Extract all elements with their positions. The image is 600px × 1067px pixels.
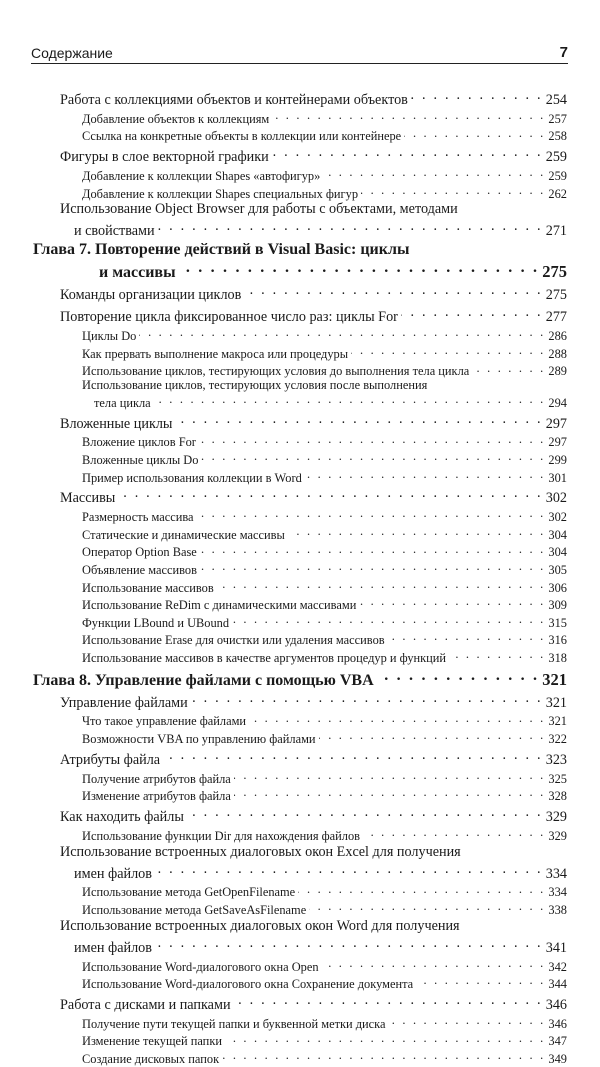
dot-leader: [118, 485, 542, 502]
toc-entry-page: 259: [548, 168, 567, 183]
toc-entry-title: Как прервать выполнение макроса или процедуры: [82, 346, 349, 361]
dot-leader: [377, 667, 540, 685]
toc-entry-page: 321: [548, 714, 567, 729]
toc-entry-row: [82, 525, 567, 543]
toc-entry-page: 297: [548, 435, 567, 450]
toc-section-entry: [33, 411, 567, 433]
dot-leader: [449, 648, 545, 662]
dot-leader: [305, 468, 546, 482]
dot-leader: [225, 1032, 545, 1046]
toc-entry-title: Функции LBound и UBound: [82, 615, 230, 630]
toc-entry-page: 277: [545, 309, 567, 326]
toc-entry-title: Повторение цикла фиксированное число раз: циклы For: [60, 309, 398, 326]
toc-subsection-entry: [33, 127, 567, 145]
toc-entry-row: [82, 450, 567, 468]
toc-entry-page: 347: [548, 1034, 567, 1049]
toc-entry-row: [82, 957, 567, 975]
toc-subsection-entry: [33, 507, 567, 525]
toc-subsection-entry: [33, 957, 567, 975]
toc-entry-page: 262: [548, 186, 567, 201]
toc-entry-page: 349: [548, 1052, 567, 1066]
toc-entry-page: 299: [548, 452, 567, 467]
toc-entry-row: [60, 304, 567, 326]
toc-entry-title: Использование циклов, тестирующих условия до выполнения тела цикла: [82, 364, 470, 379]
toc-entry-title-continued: и свойствами: [74, 223, 155, 240]
dot-leader: [472, 362, 545, 376]
toc-subsection-entry: [33, 543, 567, 561]
toc-entry-row: [60, 690, 567, 712]
toc-entry-title: Получение атрибутов файла: [82, 771, 231, 786]
toc-entry-title: Объявление массивов: [82, 562, 197, 577]
toc-entry-row: [82, 393, 567, 411]
toc-entry-page: 321: [545, 694, 567, 711]
toc-subsection-entry: [33, 595, 567, 613]
toc-entry-row: [60, 992, 567, 1014]
toc-entry-page: 321: [542, 669, 567, 689]
toc-entry-page: 302: [548, 510, 567, 525]
toc-entry-title: Создание дисковых папок: [82, 1052, 220, 1066]
toc-subsection-entry: [33, 974, 567, 992]
toc-entry-title: Использование массивов: [82, 580, 214, 595]
toc-entry-title: Добавление к коллекции Shapes «автофигур»: [82, 168, 321, 183]
toc-entry-title: Использование ReDim с динамическими массивами: [82, 598, 357, 613]
toc-entry-row: [60, 861, 567, 883]
toc-entry-title: Ссылка на конкретные объекты в коллекции или контейнере: [82, 129, 402, 144]
dot-leader: [139, 326, 545, 340]
toc-entry-row: [60, 87, 567, 109]
toc-entry-page: 344: [548, 977, 567, 992]
toc-entry-title: Использование метода GetOpenFilename: [82, 885, 296, 900]
dot-leader: [200, 560, 545, 574]
toc-subsection-entry: [33, 450, 567, 468]
toc-entry-title: Оператор Option Base: [82, 545, 197, 560]
toc-entry-row: [82, 1014, 567, 1032]
toc-entry-row: [82, 974, 567, 992]
toc-entry-row: [82, 109, 567, 127]
toc-entry-page: 302: [545, 490, 567, 507]
page-number: 7: [559, 44, 568, 61]
dot-leader: [200, 543, 546, 557]
toc-entry-row: [82, 613, 567, 631]
dot-leader: [411, 87, 543, 104]
dot-leader: [158, 218, 543, 235]
dot-leader: [199, 433, 545, 447]
toc-subsection-entry: [33, 379, 567, 410]
toc-entry-page: 304: [548, 527, 567, 542]
toc-subsection-entry: [33, 1049, 567, 1067]
toc-entry-title: Циклы Do: [82, 329, 137, 344]
toc-entry-title: Массивы: [60, 490, 116, 507]
toc-entry-title: Работа с дисками и папками: [60, 997, 231, 1014]
toc-subsection-entry: [33, 630, 567, 648]
dot-leader: [323, 166, 545, 180]
toc-subsection-entry: [33, 578, 567, 596]
dot-leader: [401, 304, 543, 321]
toc-subsection-entry: [33, 769, 567, 787]
dot-leader: [155, 935, 543, 952]
toc-subsection-entry: [33, 826, 567, 844]
toc-section-entry: [33, 304, 567, 326]
toc-entry-title: Что такое управление файлами: [82, 714, 247, 729]
toc-subsection-entry: [33, 648, 567, 666]
dot-leader: [272, 109, 545, 123]
toc-entry-title: Использование Word-диалогового окна Сохранение документа: [82, 977, 414, 992]
toc-entry-row: [82, 560, 567, 578]
toc-entry-title: Использование циклов, тестирующих условия после выполнения: [82, 378, 428, 393]
toc-entry-page: 289: [548, 364, 567, 379]
toc-entry-row: [82, 1049, 567, 1067]
toc-entry-row: [82, 578, 567, 596]
toc-section-entry: [33, 485, 567, 507]
toc-entry-page: 334: [548, 885, 567, 900]
toc-entry-title: Использование встроенных диалоговых окон Excel для получения: [60, 843, 461, 860]
toc-entry-row: [82, 595, 567, 613]
toc-section-entry: [33, 804, 567, 826]
toc-entry-page: 334: [545, 865, 567, 882]
toc-entry-row: [82, 769, 567, 787]
toc-subsection-entry: [33, 786, 567, 804]
toc-subsection-entry: [33, 362, 567, 380]
dot-leader: [244, 282, 542, 299]
toc-subsection-entry: [33, 712, 567, 730]
running-header: [31, 45, 568, 64]
dot-leader: [322, 957, 546, 971]
toc-entry-row: [82, 362, 567, 380]
toc-entry-page: 258: [548, 129, 567, 144]
toc-subsection-entry: [33, 1014, 567, 1032]
dot-leader: [319, 729, 546, 743]
toc-entry-row: [82, 900, 567, 918]
dot-leader: [309, 900, 545, 914]
toc-entry-row: [82, 543, 567, 561]
toc-section-entry: [33, 87, 567, 109]
toc-subsection-entry: [33, 900, 567, 918]
toc-section-entry: [33, 201, 567, 240]
dot-leader: [217, 578, 546, 592]
toc-subsection-entry: [33, 525, 567, 543]
toc-entry-row: [33, 259, 567, 282]
toc-entry-row: [60, 144, 567, 166]
toc-entry-title: Изменение текущей папки: [82, 1034, 222, 1049]
toc-entry-title: Вложенные циклы Do: [82, 452, 199, 467]
toc-section-entry: [33, 918, 567, 957]
header-title: Содержание: [31, 45, 113, 61]
toc-entry-row: [82, 166, 567, 184]
table-of-contents: [33, 87, 567, 1067]
dot-leader: [234, 769, 546, 783]
toc-entry-page: 323: [545, 751, 567, 768]
toc-entry-title: Использование Erase для очистки или удаления массивов: [82, 633, 385, 648]
toc-section-entry: [33, 747, 567, 769]
toc-entry-title: Управление файлами: [60, 694, 188, 711]
dot-leader: [232, 613, 545, 627]
toc-subsection-entry: [33, 468, 567, 486]
toc-entry-row: [60, 411, 567, 433]
toc-entry-title: Вложенные циклы: [60, 415, 173, 432]
dot-leader: [389, 1014, 546, 1028]
toc-entry-row: [82, 433, 567, 451]
toc-entry-title-continued: тела цикла: [94, 395, 151, 410]
toc-entry-page: 254: [545, 92, 567, 108]
toc-entry-title: Использование встроенных диалоговых окон Word для получения: [60, 917, 460, 934]
dot-leader: [179, 259, 540, 277]
toc-subsection-entry: [33, 433, 567, 451]
toc-section-entry: [33, 282, 567, 304]
toc-entry-row: [82, 826, 567, 844]
toc-entry-row: [60, 935, 567, 957]
toc-entry-row: [82, 883, 567, 901]
toc-entry-page: 346: [548, 1016, 567, 1031]
toc-entry-title: Пример использования коллекции в Word: [82, 470, 302, 485]
toc-entry-page: 309: [548, 598, 567, 613]
toc-entry-page: 275: [542, 262, 567, 282]
toc-entry-page: 297: [545, 415, 567, 432]
dot-leader: [416, 974, 545, 988]
toc-subsection-entry: [33, 326, 567, 344]
toc-subsection-entry: [33, 184, 567, 202]
toc-subsection-entry: [33, 560, 567, 578]
dot-leader: [222, 1049, 545, 1063]
toc-entry-page: 342: [548, 959, 567, 974]
dot-leader: [272, 144, 543, 161]
toc-entry-page: 301: [548, 470, 567, 485]
toc-entry-page: 322: [548, 732, 567, 747]
dot-leader: [404, 127, 545, 141]
toc-entry-title: Использование массивов в качестве аргументов процедур и функций: [82, 650, 447, 665]
toc-entry-page: 286: [548, 329, 567, 344]
toc-entry-title-continued: и массивы: [99, 264, 176, 282]
dot-leader: [154, 393, 546, 407]
toc-entry-title: Использование Object Browser для работы с объектами, методами: [60, 201, 458, 218]
toc-entry-title: Вложение циклов For: [82, 435, 196, 450]
toc-entry-page: 346: [545, 997, 567, 1014]
dot-leader: [234, 786, 546, 800]
toc-entry-title: Статические и динамические массивы: [82, 527, 285, 542]
toc-entry-page: 341: [545, 939, 567, 956]
toc-subsection-entry: [33, 344, 567, 362]
toc-entry-row: [60, 747, 567, 769]
toc-entry-page: 318: [548, 650, 567, 665]
toc-entry-row: [82, 712, 567, 730]
toc-entry-page: 328: [548, 789, 567, 804]
toc-entry-row: [82, 127, 567, 145]
toc-entry-row: [82, 468, 567, 486]
toc-entry-title: Использование Word-диалогового окна Open: [82, 959, 319, 974]
toc-entry-row: [60, 282, 567, 304]
toc-entry-title: Глава 7. Повторение действий в Visual Basic: циклы: [33, 241, 410, 259]
toc-chapter-entry: [33, 241, 567, 282]
toc-entry-row: [60, 485, 567, 507]
toc-subsection-entry: [33, 729, 567, 747]
dot-leader: [298, 883, 545, 897]
toc-entry-row: [82, 630, 567, 648]
toc-section-entry: [33, 144, 567, 166]
toc-subsection-entry: [33, 613, 567, 631]
toc-entry-row: [33, 667, 567, 690]
toc-entry-page: 329: [545, 809, 567, 826]
dot-leader: [191, 690, 543, 707]
toc-entry-title: Использование функции Dir для нахождения файлов: [82, 828, 361, 843]
dot-leader: [175, 411, 542, 428]
toc-subsection-entry: [33, 883, 567, 901]
toc-entry-page: 271: [545, 223, 567, 240]
toc-entry-row: [82, 344, 567, 362]
toc-entry-row: [82, 1032, 567, 1050]
toc-entry-page: 294: [548, 395, 567, 410]
toc-entry-row: [60, 804, 567, 826]
toc-entry-page: 329: [548, 828, 567, 843]
toc-entry-title: Использование метода GetSaveAsFilename: [82, 903, 307, 918]
toc-section-entry: [33, 690, 567, 712]
dot-leader: [288, 525, 546, 539]
dot-leader: [197, 507, 546, 521]
dot-leader: [201, 450, 545, 464]
toc-entry-row: [82, 648, 567, 666]
toc-entry-page: 316: [548, 633, 567, 648]
toc-entry-row: [82, 184, 567, 202]
toc-subsection-entry: [33, 109, 567, 127]
dot-leader: [187, 804, 543, 821]
toc-entry-page: 325: [548, 771, 567, 786]
toc-entry-title: Фигуры в слое векторной графики: [60, 149, 269, 166]
toc-entry-row: [82, 326, 567, 344]
dot-leader: [351, 344, 545, 358]
toc-entry-title: Глава 8. Управление файлами с помощью VBA: [33, 671, 374, 689]
dot-leader: [363, 826, 545, 840]
dot-leader: [361, 184, 545, 198]
dot-leader: [359, 595, 545, 609]
toc-subsection-entry: [33, 1032, 567, 1050]
toc-entry-title-continued: имен файлов: [74, 939, 152, 956]
toc-entry-row: [82, 786, 567, 804]
dot-leader: [163, 747, 543, 764]
toc-entry-page: 338: [548, 903, 567, 918]
toc-section-entry: [33, 844, 567, 883]
toc-entry-title: Работа с коллекциями объектов и контейнерами объектов: [60, 92, 408, 108]
toc-entry-page: 275: [545, 287, 567, 304]
toc-entry-row: [82, 729, 567, 747]
toc-entry-row: [82, 507, 567, 525]
toc-entry-page: 288: [548, 346, 567, 361]
toc-entry-row: [60, 218, 567, 240]
toc-entry-title: Добавление объектов к коллекциям: [82, 111, 270, 126]
dot-leader: [388, 630, 546, 644]
dot-leader: [155, 861, 543, 878]
toc-entry-title: Как находить файлы: [60, 809, 184, 826]
toc-entry-title: Возможности VBA по управлению файлами: [82, 732, 316, 747]
dot-leader: [249, 712, 545, 726]
toc-section-entry: [33, 992, 567, 1014]
toc-entry-title: Размерность массива: [82, 510, 194, 525]
toc-entry-title-continued: имен файлов: [74, 865, 152, 882]
toc-entry-page: 305: [548, 562, 567, 577]
toc-entry-page: 257: [548, 111, 567, 126]
toc-entry-title: Изменение атрибутов файла: [82, 789, 231, 804]
toc-entry-page: 315: [548, 615, 567, 630]
toc-entry-page: 304: [548, 545, 567, 560]
toc-entry-title: Получение пути текущей папки и буквенной метки диска: [82, 1016, 386, 1031]
toc-entry-title: Команды организации циклов: [60, 287, 242, 304]
dot-leader: [234, 992, 543, 1009]
toc-chapter-entry: [33, 667, 567, 690]
toc-subsection-entry: [33, 166, 567, 184]
toc-entry-title: Добавление к коллекции Shapes специальных фигур: [82, 186, 359, 201]
toc-entry-page: 259: [545, 149, 567, 166]
toc-entry-title: Атрибуты файла: [60, 751, 161, 768]
toc-entry-page: 306: [548, 580, 567, 595]
